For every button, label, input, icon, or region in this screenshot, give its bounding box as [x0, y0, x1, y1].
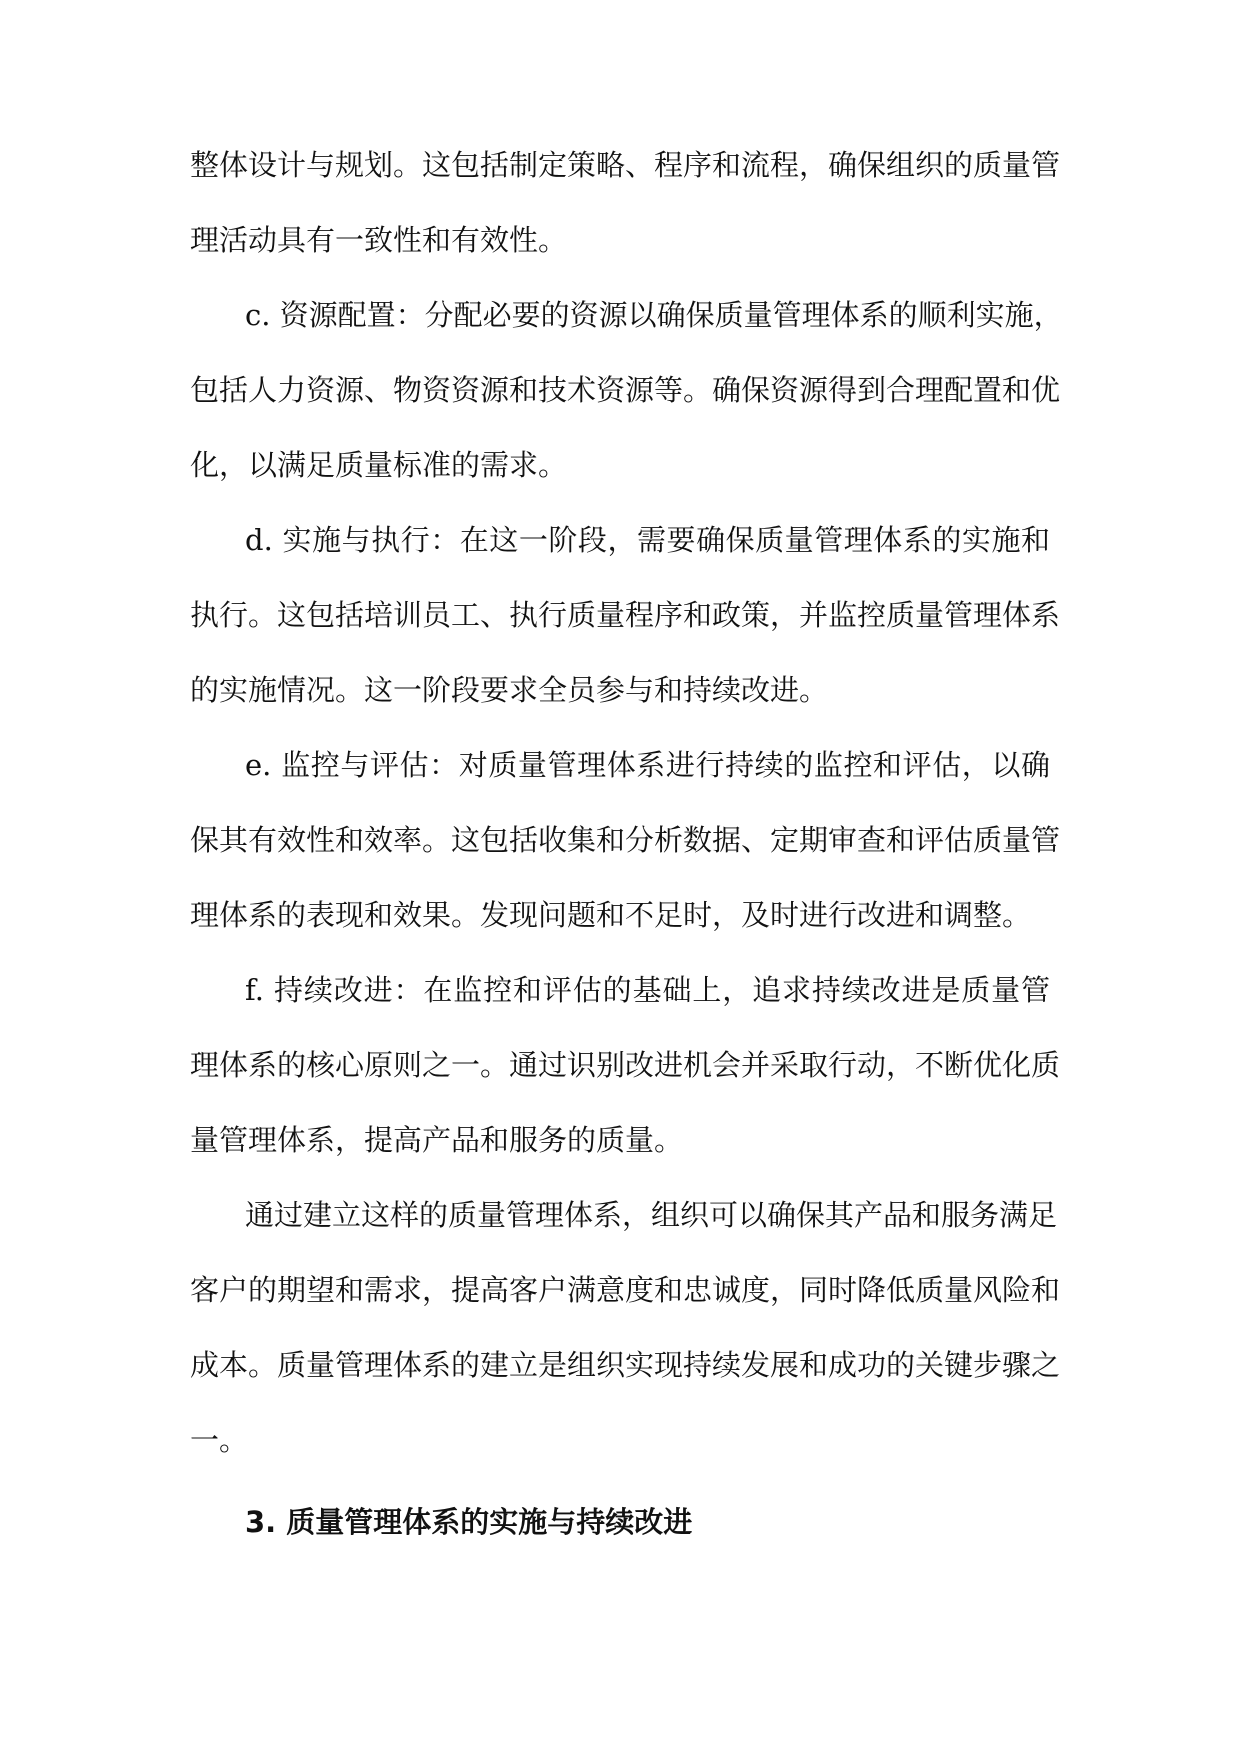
text-line: d. 实施与执行：在这一阶段，需要确保质量管理体系的实施和	[245, 523, 1050, 557]
text-line: 包括人力资源、物资资源和技术资源等。确保资源得到合理配置和优	[190, 373, 1061, 407]
text-line: 通过建立这样的质量管理体系，组织可以确保其产品和服务满足	[245, 1198, 1058, 1232]
text-line: 保其有效性和效率。这包括收集和分析数据、定期审查和评估质量管	[190, 823, 1061, 857]
text-line: 理体系的核心原则之一。通过识别改进机会并采取行动，不断优化质	[190, 1048, 1061, 1082]
text-line: 量管理体系，提高产品和服务的质量。	[190, 1123, 684, 1157]
text-line: 执行。这包括培训员工、执行质量程序和政策，并监控质量管理体系	[190, 598, 1061, 632]
text-line: 理体系的表现和效果。发现问题和不足时，及时进行改进和调整。	[190, 898, 1032, 932]
section-heading: 3. 质量管理体系的实施与持续改进	[245, 1505, 693, 1539]
text-line: f. 持续改进：在监控和评估的基础上，追求持续改进是质量管	[245, 973, 1050, 1007]
text-line: 一。	[190, 1423, 249, 1457]
text-line: 的实施情况。这一阶段要求全员参与和持续改进。	[190, 673, 829, 707]
text-line: 成本。质量管理体系的建立是组织实现持续发展和成功的关键步骤之	[190, 1348, 1061, 1382]
text-line: c. 资源配置：分配必要的资源以确保质量管理体系的顺利实施，	[245, 298, 1063, 332]
text-line: 整体设计与规划。这包括制定策略、程序和流程，确保组织的质量管	[190, 148, 1061, 182]
text-line: 化，以满足质量标准的需求。	[190, 448, 568, 482]
text-line: e. 监控与评估：对质量管理体系进行持续的监控和评估，以确	[245, 748, 1050, 782]
text-line: 客户的期望和需求，提高客户满意度和忠诚度，同时降低质量风险和	[190, 1273, 1061, 1307]
text-line: 理活动具有一致性和有效性。	[190, 223, 568, 257]
